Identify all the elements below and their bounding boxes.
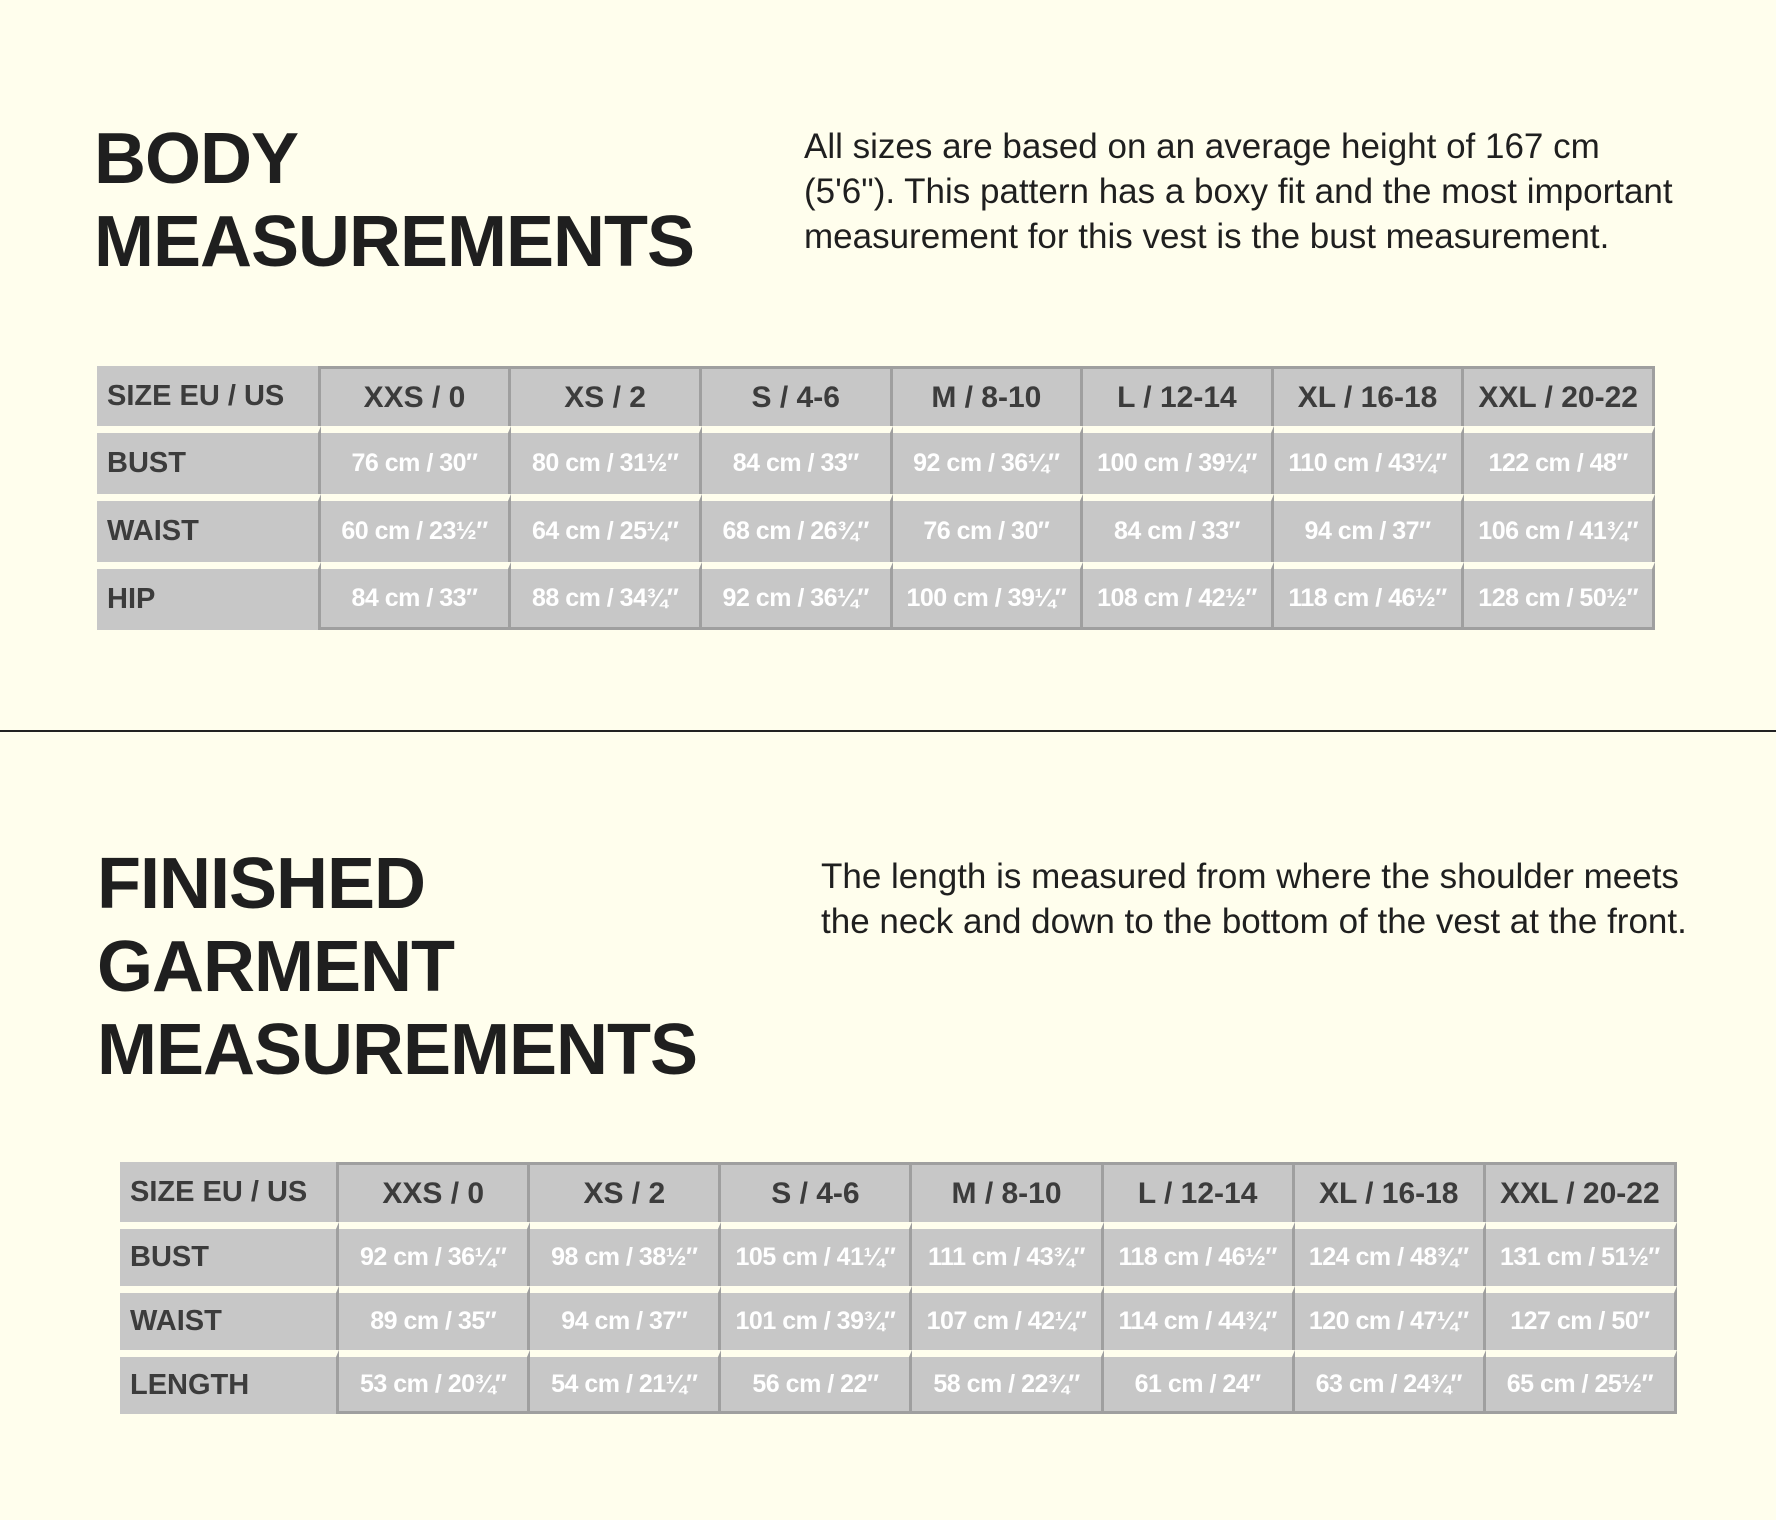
body-title-line1: BODY xyxy=(94,119,299,199)
size-header: XXS / 0 xyxy=(339,1162,530,1222)
table-row xyxy=(120,1350,1677,1414)
table-cell: 84 cm / 33″ xyxy=(702,426,893,494)
table-cell: 127 cm / 50″ xyxy=(1486,1286,1677,1350)
table-cell: 76 cm / 30″ xyxy=(321,426,512,494)
finished-garment-note: The length is measured from where the shoulder meets the neck and down to the bottom of the vest at the front. xyxy=(821,857,1687,941)
table-cell: 128 cm / 50½″ xyxy=(1464,562,1655,630)
row-label-length: LENGTH xyxy=(120,1350,339,1414)
size-corner-label: SIZE EU / US xyxy=(97,366,321,426)
table-cell: 84 cm / 33″ xyxy=(1083,494,1274,562)
table-row xyxy=(97,562,1655,630)
table-cell: 107 cm / 42¼″ xyxy=(912,1286,1103,1350)
table-cell: 131 cm / 51½″ xyxy=(1486,1222,1677,1286)
garment-title-line2: GARMENT xyxy=(97,927,454,1007)
size-header: XXL / 20-22 xyxy=(1486,1162,1677,1222)
size-header: S / 4-6 xyxy=(702,366,893,426)
finished-garment-table xyxy=(120,1162,1677,1414)
table-cell: 89 cm / 35″ xyxy=(339,1286,530,1350)
table-cell: 84 cm / 33″ xyxy=(321,562,512,630)
table-cell: 64 cm / 25¼″ xyxy=(511,494,702,562)
table-cell: 92 cm / 36¼″ xyxy=(339,1222,530,1286)
table-cell: 118 cm / 46½″ xyxy=(1104,1222,1295,1286)
size-header: XS / 2 xyxy=(530,1162,721,1222)
table-cell: 92 cm / 36¼″ xyxy=(893,426,1084,494)
table-row xyxy=(120,1286,1677,1350)
table-cell: 94 cm / 37″ xyxy=(530,1286,721,1350)
body-measurements-table xyxy=(97,366,1655,630)
table-cell: 106 cm / 41¾″ xyxy=(1464,494,1655,562)
row-label-bust: BUST xyxy=(97,426,321,494)
table-cell: 56 cm / 22″ xyxy=(721,1350,912,1414)
size-corner-label: SIZE EU / US xyxy=(120,1162,339,1222)
size-header: M / 8-10 xyxy=(893,366,1084,426)
row-label-bust: BUST xyxy=(120,1222,339,1286)
table-cell: 114 cm / 44¾″ xyxy=(1104,1286,1295,1350)
table-cell: 100 cm / 39¼″ xyxy=(893,562,1084,630)
table-cell: 111 cm / 43¾″ xyxy=(912,1222,1103,1286)
size-header: XXL / 20-22 xyxy=(1464,366,1655,426)
size-header: L / 12-14 xyxy=(1083,366,1274,426)
table-cell: 94 cm / 37″ xyxy=(1274,494,1465,562)
size-header: XS / 2 xyxy=(511,366,702,426)
table-cell: 98 cm / 38½″ xyxy=(530,1222,721,1286)
size-header: L / 12-14 xyxy=(1104,1162,1295,1222)
table-row xyxy=(97,426,1655,494)
table-cell: 118 cm / 46½″ xyxy=(1274,562,1465,630)
table-cell: 76 cm / 30″ xyxy=(893,494,1084,562)
size-header: M / 8-10 xyxy=(912,1162,1103,1222)
section-divider xyxy=(0,730,1776,732)
finished-garment-title xyxy=(97,843,697,1092)
table-cell: 54 cm / 21¼″ xyxy=(530,1350,721,1414)
table-cell: 110 cm / 43¼″ xyxy=(1274,426,1465,494)
table-cell: 105 cm / 41¼″ xyxy=(721,1222,912,1286)
table-cell: 108 cm / 42½″ xyxy=(1083,562,1274,630)
table-header-row xyxy=(120,1162,1677,1222)
size-header: XXS / 0 xyxy=(321,366,512,426)
table-cell: 80 cm / 31½″ xyxy=(511,426,702,494)
body-measurements-title xyxy=(94,118,694,284)
table-cell: 101 cm / 39¾″ xyxy=(721,1286,912,1350)
table-header-row xyxy=(97,366,1655,426)
table-cell: 58 cm / 22¾″ xyxy=(912,1350,1103,1414)
size-header: S / 4-6 xyxy=(721,1162,912,1222)
size-header: XL / 16-18 xyxy=(1274,366,1465,426)
table-cell: 63 cm / 24¾″ xyxy=(1295,1350,1486,1414)
table-cell: 88 cm / 34¾″ xyxy=(511,562,702,630)
row-label-waist: WAIST xyxy=(120,1286,339,1350)
size-header: XL / 16-18 xyxy=(1295,1162,1486,1222)
row-label-waist: WAIST xyxy=(97,494,321,562)
row-label-hip: HIP xyxy=(97,562,321,630)
table-cell: 120 cm / 47¼″ xyxy=(1295,1286,1486,1350)
table-cell: 68 cm / 26¾″ xyxy=(702,494,893,562)
table-cell: 65 cm / 25½″ xyxy=(1486,1350,1677,1414)
table-cell: 92 cm / 36¼″ xyxy=(702,562,893,630)
table-cell: 53 cm / 20¾″ xyxy=(339,1350,530,1414)
table-cell: 100 cm / 39¼″ xyxy=(1083,426,1274,494)
garment-title-line1: FINISHED xyxy=(97,844,426,924)
table-row xyxy=(120,1222,1677,1286)
table-row xyxy=(97,494,1655,562)
table-cell: 61 cm / 24″ xyxy=(1104,1350,1295,1414)
garment-title-line3: MEASUREMENTS xyxy=(97,1010,698,1090)
body-measurements-note: All sizes are based on an average height of 167 cm (5'6"). This pattern has a boxy fit and the most important measurement for this vest is the bust measurement. xyxy=(804,127,1673,256)
table-cell: 124 cm / 48¾″ xyxy=(1295,1222,1486,1286)
body-title-line2: MEASUREMENTS xyxy=(94,202,695,282)
table-cell: 122 cm / 48″ xyxy=(1464,426,1655,494)
table-cell: 60 cm / 23½″ xyxy=(321,494,512,562)
